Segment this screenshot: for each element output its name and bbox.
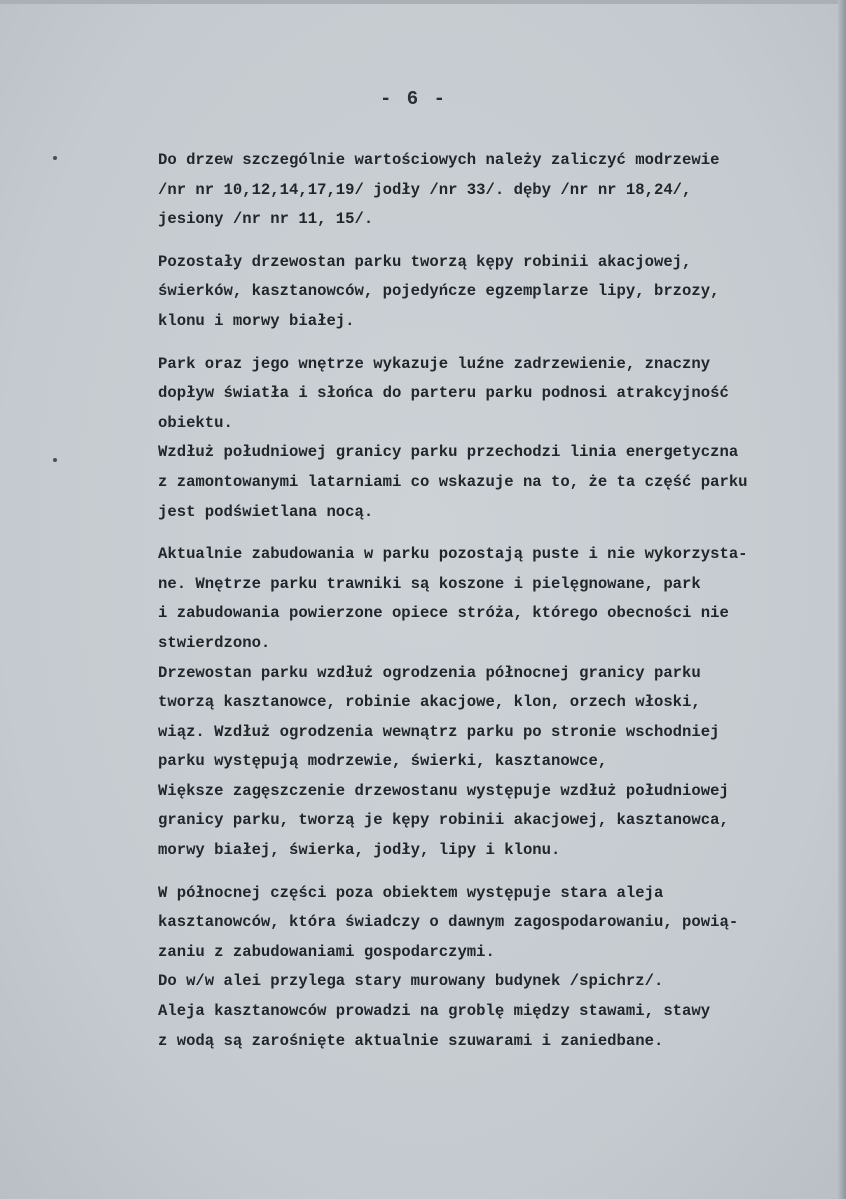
text-line: dopływ światła i słońca do parteru parku podnosi atrakcyjność (158, 384, 729, 403)
paragraph (158, 146, 818, 235)
text-line: wiąz. Wzdłuż ogrodzenia wewnątrz parku po stronie wschodniej (158, 722, 720, 741)
text-line: z wodą są zarośnięte aktualnie szuwarami i zaniedbane. (158, 1031, 664, 1050)
text-line: z zamontowanymi latarniami co wskazuje na to, że ta część parku (158, 472, 748, 491)
text-line: W północnej części poza obiektem występuje stara aleja (158, 883, 664, 902)
text-line: Większe zagęszczenie drzewostanu występuje wzdłuż południowej (158, 781, 729, 800)
paragraph (158, 350, 818, 528)
paragraph (158, 879, 818, 1057)
text-line: kasztanowców, która świadczy o dawnym zagospodarowaniu, powią- (158, 913, 739, 932)
page-number: - 6 - (380, 88, 448, 110)
text-line: morwy białej, świerka, jodły, lipy i klonu. (158, 841, 561, 860)
text-line: świerków, kasztanowców, pojedyńcze egzemplarze lipy, brzozy, (158, 282, 720, 301)
text-line: Pozostały drzewostan parku tworzą kępy robinii akacjowej, (158, 252, 692, 271)
text-line: obiektu. (158, 413, 233, 432)
text-line: ne. Wnętrze parku trawniki są koszone i pielęgnowane, park (158, 574, 701, 593)
text-line: klonu i morwy białej. (158, 311, 355, 330)
text-line: Aleja kasztanowców prowadzi na groblę między stawami, stawy (158, 1002, 711, 1021)
text-line: jesiony /nr nr 11, 15/. (158, 210, 374, 229)
text-line: Aktualnie zabudowania w parku pozostają puste i nie wykorzysta- (158, 545, 748, 564)
page-top-edge (0, 0, 846, 4)
page-right-edge (838, 0, 846, 1199)
text-line: Do drzew szczególnie wartościowych należy zaliczyć modrzewie (158, 151, 720, 169)
text-line: tworzą kasztanowce, robinie akacjowe, klon, orzech włoski, (158, 693, 701, 712)
text-line: Do w/w alei przylega stary murowany budynek /spichrz/. (158, 972, 664, 991)
text-line: Wzdłuż południowej granicy parku przechodzi linia energetyczna (158, 443, 739, 462)
paper-speck (53, 156, 57, 160)
paragraph (158, 540, 818, 866)
paper-speck (53, 458, 57, 462)
text-line: zaniu z zabudowaniami gospodarczymi. (158, 942, 495, 961)
text-line: parku występują modrzewie, świerki, kasztanowce, (158, 752, 608, 771)
text-line: jest podświetlana nocą. (158, 502, 374, 521)
text-line: /nr nr 10,12,14,17,19/ jodły /nr 33/. dęby /nr nr 18,24/, (158, 180, 692, 199)
text-line: Drzewostan parku wzdłuż ogrodzenia północnej granicy parku (158, 663, 701, 682)
text-line: stwierdzono. (158, 633, 271, 652)
text-line: Park oraz jego wnętrze wykazuje luźne zadrzewienie, znaczny (158, 354, 711, 373)
text-line: i zabudowania powierzone opiece stróża, którego obecności nie (158, 604, 729, 623)
typed-text-body (158, 146, 818, 1069)
paragraph (158, 248, 818, 337)
text-line: granicy parku, tworzą je kępy robinii akacjowej, kasztanowca, (158, 811, 729, 830)
